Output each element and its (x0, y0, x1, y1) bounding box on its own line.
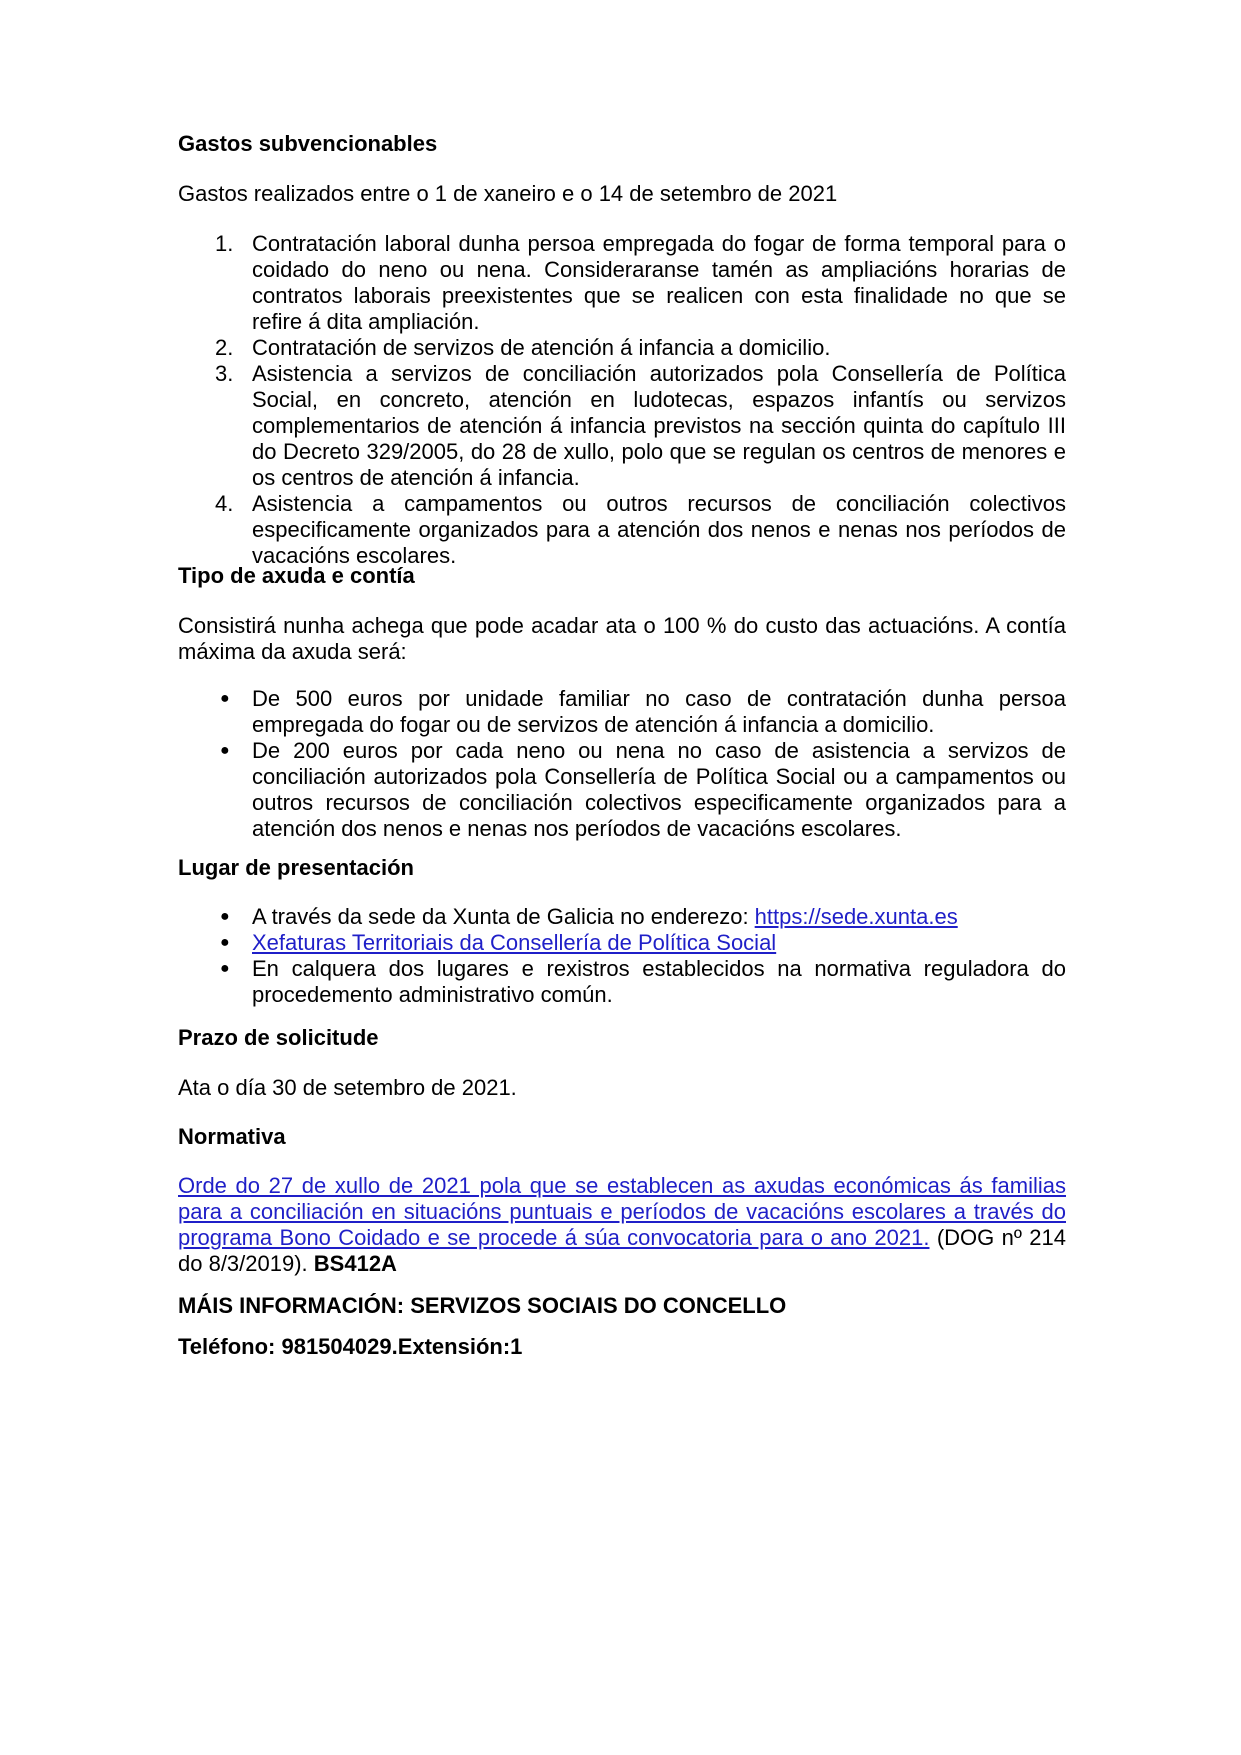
list-item (178, 904, 1066, 930)
list-marker: 3. (215, 361, 234, 386)
phone-line: Teléfono: 981504029.Extensión:1 (178, 1334, 523, 1359)
sede-link[interactable]: https://sede.xunta.es (754, 904, 958, 929)
list-item-text: Contratación laboral dunha persoa empregada do fogar de forma temporal para o coidado do neno ou nena. Consideraranse tamén as ampliacións horarias de contratos laborais preexistentes que se realicen con esta finalidade no que se refire á dita ampliación. (252, 231, 1066, 334)
list-item (178, 738, 1066, 842)
list-marker: 4. (215, 491, 234, 516)
bullet-icon: ● (220, 908, 230, 925)
list-marker: 2. (215, 335, 234, 360)
normativa-ref: (DOG nº 214 do 8/3/2019). (178, 1225, 1066, 1276)
list-item (178, 491, 1066, 569)
list-item (178, 686, 1066, 738)
normativa-paragraph (178, 1173, 1066, 1277)
list-item-text: Asistencia a servizos de conciliación autorizados pola Consellería de Política Social, en concreto, atención en ludotecas, espazos infantís ou servizos complementarios de atención á infancia previstos na sección quinta do capítulo III do Decreto 329/2005, do 28 de xullo, polo que se regulan os centros de menores e os centros de atención á infancia. (252, 361, 1066, 490)
info-heading: MÁIS INFORMACIÓN: SERVIZOS SOCIAIS DO CONCELLO (178, 1293, 787, 1318)
list-item-text: Asistencia a campamentos ou outros recursos de conciliación colectivos especificamente organizados para a atención dos nenos e nenas nos períodos de vacacións escolares. (252, 491, 1066, 568)
gastos-intro: Gastos realizados entre o 1 de xaneiro e o 14 de setembro de 2021 (178, 181, 838, 206)
bullet-icon: ● (220, 960, 230, 977)
list-marker: 1. (215, 231, 234, 256)
list-item (178, 930, 1066, 956)
bullet-icon: ● (220, 934, 230, 951)
heading-normativa: Normativa (178, 1124, 286, 1149)
lugar-list (178, 904, 1066, 1008)
heading-gastos: Gastos subvencionables (178, 131, 438, 156)
xefaturas-link[interactable]: Xefaturas Territoriais da Consellería de Política Social (252, 930, 777, 955)
tipo-list (178, 686, 1066, 842)
gastos-list (178, 231, 1066, 569)
list-item-text: De 200 euros por cada neno ou nena no caso de asistencia a servizos de conciliación autorizados pola Consellería de Política Social ou a campamentos ou outros recursos de conciliación colectivos especificamente organizados para a atención dos nenos e nenas nos períodos de vacacións escolares. (252, 738, 1066, 841)
heading-prazo: Prazo de solicitude (178, 1025, 379, 1050)
orde-link[interactable]: Orde do 27 de xullo de 2021 pola que se establecen as axudas económicas ás familias para a conciliación en situacións puntuais e períodos de vacacións escolares a través do programa Bono Coidado e se procede á súa convocatoria para o ano 2021. (178, 1173, 1066, 1250)
prazo-text: Ata o día 30 de setembro de 2021. (178, 1075, 517, 1100)
list-item (178, 335, 1066, 361)
heading-lugar: Lugar de presentación (178, 855, 414, 880)
bullet-icon: ● (220, 690, 230, 707)
procedure-code: BS412A (313, 1251, 397, 1276)
list-item (178, 361, 1066, 491)
list-item-text: Contratación de servizos de atención á infancia a domicilio. (252, 335, 831, 360)
heading-tipo: Tipo de axuda e contía (178, 563, 415, 588)
bullet-icon: ● (220, 742, 230, 759)
list-item-text: A través da sede da Xunta de Galicia no enderezo: (252, 904, 755, 929)
list-item-text: De 500 euros por unidade familiar no caso de contratación dunha persoa empregada do fogar ou de servizos de atención á infancia a domicilio. (252, 686, 1066, 737)
list-item-text: En calquera dos lugares e rexistros establecidos na normativa reguladora do procedemento administrativo común. (252, 956, 1066, 1007)
tipo-intro: Consistirá nunha achega que pode acadar ata o 100 % do custo das actuacións. A contía máxima da axuda será: (178, 613, 1066, 664)
list-item (178, 231, 1066, 335)
list-item (178, 956, 1066, 1008)
